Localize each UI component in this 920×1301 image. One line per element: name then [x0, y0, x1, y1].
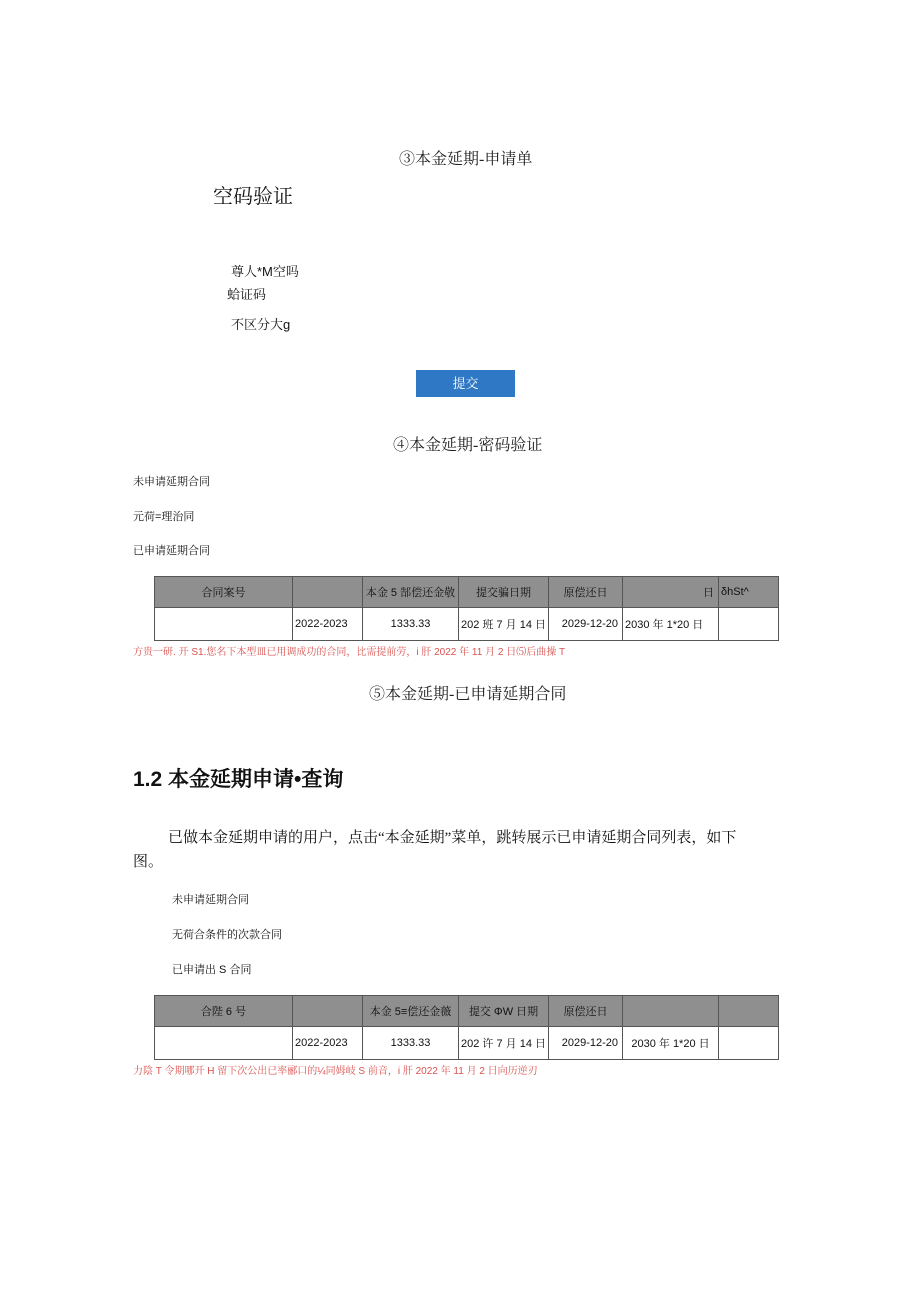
tab-applied-contracts-2[interactable]: 已申请出 S 合同: [172, 964, 252, 976]
form-title: 空码验证: [213, 186, 293, 208]
notice-text-1: 方贵一研. 开 S1.您名下本型皿已用调成功的合同，比需提前劳，i 肝 2022 年 11 月 2 日⑸后曲操 T: [133, 647, 566, 658]
header-submit-date: 提交 ΦW 日期: [459, 996, 549, 1027]
paragraph-line-2: 图。: [133, 854, 164, 870]
contracts-table-2: [154, 995, 779, 1060]
case-insensitive-hint: 不区分大g: [231, 317, 291, 332]
header-submit-date: 提交骗日期: [459, 577, 549, 608]
submit-button[interactable]: 提交: [416, 370, 515, 397]
figure-caption-4: ④本金延期-密码验证: [393, 437, 543, 454]
cell-submit-date: 202 班 7 月 14 日: [459, 608, 549, 641]
header-new-due-date: [623, 996, 719, 1027]
table-row: [155, 1027, 779, 1060]
header-status: [719, 996, 779, 1027]
cell-period: 2022-2023: [293, 608, 363, 641]
header-contract-no: 合同案号: [155, 577, 293, 608]
header-new-due-date: 日: [623, 577, 719, 608]
header-principal-amount: 本金 5 郜偿还金敬: [363, 577, 459, 608]
header-original-due-date: 原偿还日: [549, 577, 623, 608]
notice-text-2: 力陰 T 令期哪开 H 留下次公出已率郦口的¼同姆岐 S 前音，i 肝 2022 年 11 月 2 日向历逆刃: [133, 1066, 538, 1077]
cell-submit-date: 202 许 7 月 14 日: [459, 1027, 549, 1060]
header-contract-no: 合陛 6 号: [155, 996, 293, 1027]
verification-code-prompt: 蛤证码: [227, 287, 267, 302]
tab-unapplied-contracts[interactable]: 未申请延期合同: [133, 476, 210, 488]
cell-contract-no: [155, 608, 293, 641]
cell-original-due-date: 2029-12-20: [549, 1027, 623, 1060]
table-row: [155, 608, 779, 641]
cell-principal-amount: 1333.33: [363, 608, 459, 641]
paragraph-line-1: 已做本金延期申请的用户，点击“本金延期”菜单，跳转展示已申请延期合同列表，如下: [168, 830, 737, 846]
cell-contract-no: [155, 1027, 293, 1060]
header-status: δhSt^: [719, 577, 779, 608]
cell-new-due-date: 2030 年 1*20 日: [623, 1027, 719, 1060]
section-heading: 1.2 本金延期申请•查询: [133, 768, 344, 791]
tab-applied-contracts[interactable]: 已申请延期合同: [133, 545, 210, 557]
contracts-table-1: [154, 576, 779, 641]
cell-principal-amount: 1333.33: [363, 1027, 459, 1060]
figure-caption-3: ③本金延期-申请单: [399, 151, 533, 168]
figure-caption-5: ⑤本金延期-已申请延期合同: [369, 686, 567, 703]
cell-original-due-date: 2029-12-20: [549, 608, 623, 641]
cell-status: [719, 608, 779, 641]
table-header-row: [155, 996, 779, 1027]
tab-unapplied-contracts-2[interactable]: 未申请延期合同: [172, 894, 249, 906]
header-period: [293, 577, 363, 608]
tab-ineligible-contracts[interactable]: 元荷=理治同: [133, 511, 195, 523]
header-period: [293, 996, 363, 1027]
header-principal-amount: 本金 5≡偿还金薇: [363, 996, 459, 1027]
cell-new-due-date: 2030 年 1*20 日: [623, 608, 719, 641]
cell-status: [719, 1027, 779, 1060]
tab-ineligible-contracts-2[interactable]: 无荷合条件的次款合同: [172, 929, 282, 941]
table-header-row: [155, 577, 779, 608]
header-original-due-date: 原偿还日: [549, 996, 623, 1027]
cell-period: 2022-2023: [293, 1027, 363, 1060]
password-prompt: 尊人*M空吗: [231, 264, 299, 279]
